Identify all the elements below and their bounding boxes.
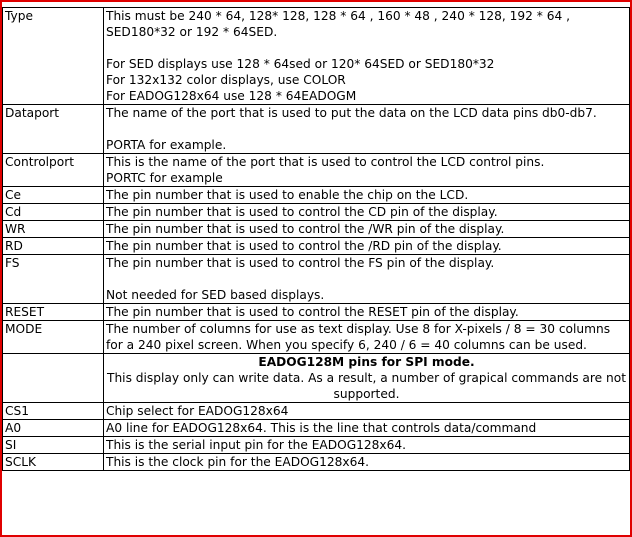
- description-text: This is the name of the port that is used to control the LCD control pins. PORTC for example: [106, 155, 545, 185]
- table-row-type: [3, 8, 630, 105]
- section-header: [104, 354, 630, 403]
- param-name: MODE: [3, 321, 104, 354]
- table-row-cd: [3, 204, 630, 221]
- param-description: The pin number that is used to control the /WR pin of the display.: [104, 221, 630, 238]
- param-description: [104, 255, 630, 304]
- table-row-cs1: [3, 403, 630, 420]
- param-name: Controlport: [3, 154, 104, 187]
- table-row-dataport: [3, 105, 630, 154]
- description-text: For SED displays use 128 * 64sed or 120* 64SED or SED180*32 For 132x132 color displays, use COLOR For EADOG128x64 use 128 * 64EADOGM: [106, 57, 495, 103]
- param-name: Dataport: [3, 105, 104, 154]
- table-row-reset: [3, 304, 630, 321]
- param-description: The pin number that is used to enable the chip on the LCD.: [104, 187, 630, 204]
- table-row-ce: [3, 187, 630, 204]
- description-text: PORTA for example.: [106, 138, 227, 152]
- table-row-si: [3, 437, 630, 454]
- table-row-fs: [3, 255, 630, 304]
- param-name: CS1: [3, 403, 104, 420]
- table-row-rd: [3, 238, 630, 255]
- param-name: SI: [3, 437, 104, 454]
- param-name: [3, 354, 104, 403]
- table-row-section-header: [3, 354, 630, 403]
- param-description: The pin number that is used to control the CD pin of the display.: [104, 204, 630, 221]
- table-row-wr: [3, 221, 630, 238]
- table-row-mode: [3, 321, 630, 354]
- param-description: A0 line for EADOG128x64. This is the line that controls data/command: [104, 420, 630, 437]
- param-description: The number of columns for use as text display. Use 8 for X-pixels / 8 = 30 columns for a 240 pixel screen. When you specify 6, 240 / 6 = 40 columns can be used.: [104, 321, 630, 354]
- param-name: RD: [3, 238, 104, 255]
- param-name: Ce: [3, 187, 104, 204]
- param-description: The pin number that is used to control the RESET pin of the display.: [104, 304, 630, 321]
- param-description: This is the serial input pin for the EADOG128x64.: [104, 437, 630, 454]
- parameter-table: [2, 7, 630, 471]
- section-note: This display only can write data. As a result, a number of grapical commands are not supported.: [107, 371, 626, 401]
- param-description: This is the clock pin for the EADOG128x64.: [104, 454, 630, 471]
- description-text: The name of the port that is used to put the data on the LCD data pins db0-db7.: [106, 106, 597, 120]
- description-text: This must be 240 * 64, 128* 128, 128 * 64 , 160 * 48 , 240 * 128, 192 * 64 , SED180*32 or 192 * 64SED.: [106, 9, 571, 39]
- table-row-controlport: [3, 154, 630, 187]
- param-description: Chip select for EADOG128x64: [104, 403, 630, 420]
- param-name: SCLK: [3, 454, 104, 471]
- param-description: [104, 105, 630, 154]
- param-name: RESET: [3, 304, 104, 321]
- param-description: [104, 154, 630, 187]
- description-text: Not needed for SED based displays.: [106, 288, 325, 302]
- description-text: The pin number that is used to control the FS pin of the display.: [106, 256, 495, 270]
- section-heading: EADOG128M pins for SPI mode.: [258, 355, 475, 369]
- param-name: WR: [3, 221, 104, 238]
- param-name: Type: [3, 8, 104, 105]
- param-name: A0: [3, 420, 104, 437]
- param-description: [104, 8, 630, 105]
- param-name: Cd: [3, 204, 104, 221]
- table-row-a0: [3, 420, 630, 437]
- table-row-sclk: [3, 454, 630, 471]
- param-name: FS: [3, 255, 104, 304]
- param-description: The pin number that is used to control the /RD pin of the display.: [104, 238, 630, 255]
